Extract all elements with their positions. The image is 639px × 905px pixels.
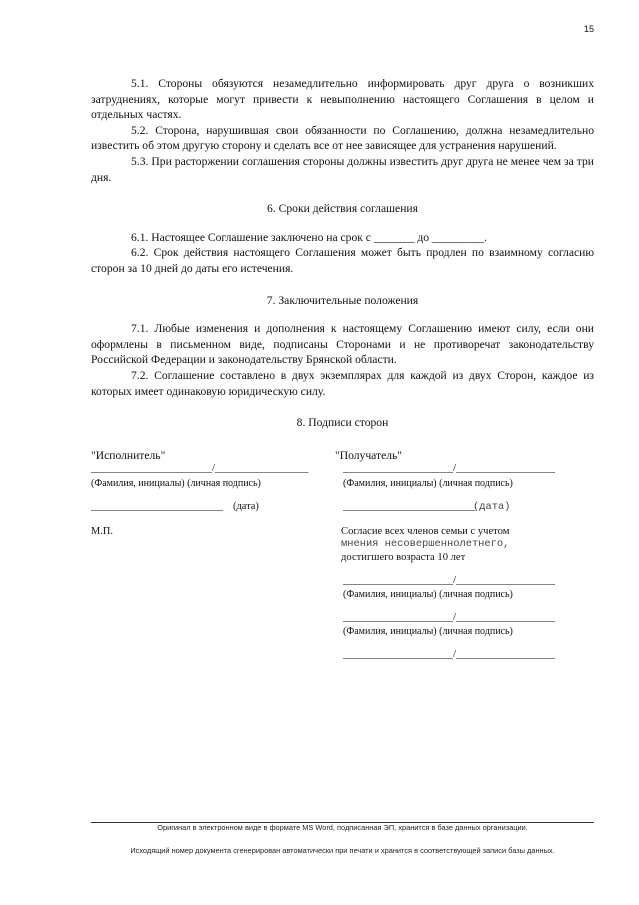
section-8-title: 8. Подписи сторон [296,416,389,430]
executor-label: "Исполнитель" [91,449,166,462]
executor-date-label: (дата) [233,501,259,512]
consent-line-1: Согласие всех членов семьи с учетом [341,526,510,537]
member-2-signature-line: ____________________/__________________ [343,611,556,623]
member-3-signature-line: ____________________/__________________ [343,648,556,660]
consent-line-2: мнения несовершеннолетнего, [341,538,510,550]
footer-line-2: Исходящий номер документа сгенерирован автоматически при печати и хранится в соответствующей записи базы данных. [130,846,555,855]
recipient-date-label: (дата) [473,501,511,513]
clause-6-1: 6.1. Настоящее Соглашение заключено на срок с _______ до _________. [131,230,487,244]
clause-5-1: 5.1. Стороны обязуются незамедлительно информировать друг друга о возникших затруднениях, которые могут привести к невыполнению настоящего Соглашения в целом и отдельных частях. [91,77,594,122]
recipient-date-line: ________________________ [343,500,475,512]
member-1-signature-line: ____________________/__________________ [343,574,556,586]
clause-5-2: 5.2. Сторона, нарушившая свои обязанности по Соглашению, должна незамедлительно известить об этом другую сторону и сделать все от нее зависящее для устранения нарушений. [91,123,594,153]
member-2-caption: (Фамилия, инициалы) (личная подпись) [343,626,513,637]
recipient-signature-line: ____________________/__________________ [343,462,556,474]
executor-signature-line: ______________________/_________________ [91,462,309,474]
executor-caption: (Фамилия, инициалы) (личная подпись) [91,478,261,489]
clause-6-2: 6.2. Срок действия настоящего Соглашения может быть продлен по взаимному согласию сторон за 10 дней до даты его истечения. [91,246,594,275]
recipient-label: "Получатель" [335,449,403,462]
clause-7-2: 7.2. Соглашение составлено в двух экземплярах для каждой из двух Сторон, каждое из которых имеет одинаковую юридическую силу. [91,368,594,398]
clause-5-3: 5.3. При расторжении соглашения стороны должны известить друг друга не менее чем за три дня. [91,154,594,184]
page-number: 15 [583,24,594,34]
stamp-label: М.П. [91,526,113,537]
consent-line-3: достигшего возраста 10 лет [341,552,466,563]
section-6-title: 6. Сроки действия соглашения [267,202,418,216]
section-7-title: 7. Заключительные положения [266,293,419,307]
recipient-caption: (Фамилия, инициалы) (личная подпись) [343,478,513,489]
executor-date-line: ________________________ [91,500,223,512]
clause-7-1: 7.1. Любые изменения и дополнения к настоящему Соглашению имеют силу, если они оформлены в письменном виде, подписаны Сторонами и не противоречат законодательству Российской Федерации и законодательству Брянской области. [91,322,594,367]
footer-line-1: Оригинал в электронном виде в формате MS Word, подписанная ЭП, хранится в базе данных организации. [157,823,528,832]
document-body [91,76,594,444]
member-1-caption: (Фамилия, инициалы) (личная подпись) [343,589,513,600]
